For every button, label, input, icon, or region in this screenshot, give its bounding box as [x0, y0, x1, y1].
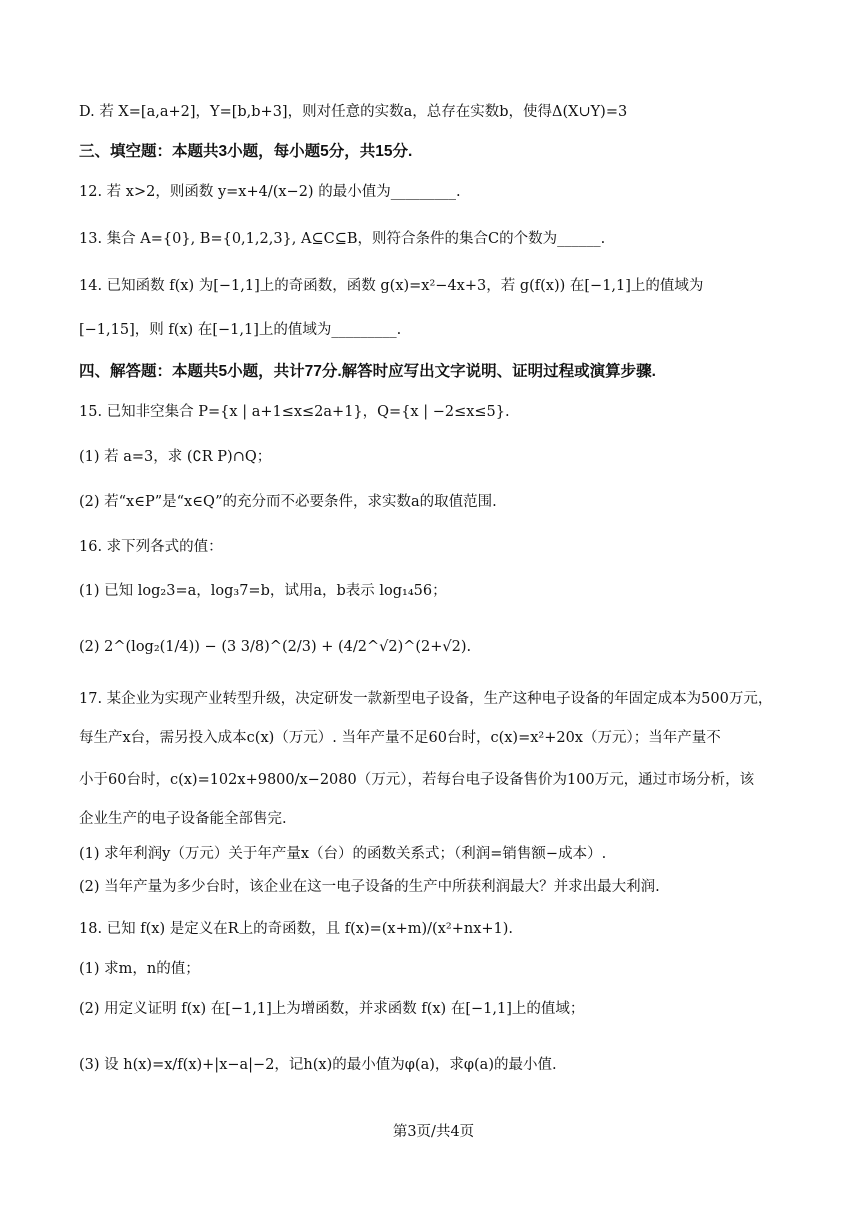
question-18-part-3: (3) 设 h(x)=x/f(x)+|x−a|−2，记h(x)的最小值为φ(a)，求φ(a)的最小值. [79, 1057, 557, 1073]
question-15-part-1: (1) 若 a=3，求 (∁R P)∩Q； [79, 449, 272, 465]
question-17-line-3: 小于60台时，c(x)=102x+9800/x−2080（万元），若每台电子设备售价为100万元，通过市场分析，该 [79, 772, 755, 788]
question-17-line-4: 企业生产的电子设备能全部售完. [79, 811, 287, 827]
question-12: 12. 若 x>2，则函数 y=x+4/(x−2) 的最小值为_________. [79, 184, 461, 200]
question-18-part-1: (1) 求m，n的值； [79, 961, 200, 977]
question-15-part-2: (2) 若“x∈P”是“x∈Q”的充分而不必要条件，求实数a的取值范围. [79, 494, 497, 510]
question-18-part-2: (2) 用定义证明 f(x) 在[−1,1]上为增函数，并求函数 f(x) 在[−1,1]上的值域； [79, 1001, 585, 1017]
question-17-part-2: (2) 当年产量为多少台时，该企业在这一电子设备的生产中所获利润最大？并求出最大利润. [79, 879, 660, 895]
question-16-part-1: (1) 已知 log₂3=a，log₃7=b，试用a，b表示 log₁₄56； [79, 583, 447, 599]
question-17-part-1: (1) 求年利润y（万元）关于年产量x（台）的函数关系式；（利润=销售额−成本）. [79, 846, 607, 862]
question-14: 14. 已知函数 f(x) 为[−1,1]上的奇函数，函数 g(x)=x²−4x+3，若 g(f(x)) 在[−1,1]上的值域为 [79, 278, 704, 294]
question-16-part-2: (2) 2^(log₂(1/4)) − (3 3/8)^(2/3) + (4/2^√2)^(2+√2). [79, 639, 472, 655]
section-answer-heading: 四、解答题：本题共5小题，共计77分.解答时应写出文字说明、证明过程或演算步骤. [79, 363, 656, 380]
question-16: 16. 求下列各式的值： [79, 539, 223, 555]
section-fill-in-heading: 三、填空题：本题共3小题，每小题5分，共15分. [79, 143, 413, 160]
question-15: 15. 已知非空集合 P={x | a+1≤x≤2a+1}，Q={x | −2≤x≤5}. [79, 404, 510, 420]
question-17: 17. 某企业为实现产业转型升级，决定研发一款新型电子设备，生产这种电子设备的年固定成本为500万元， [79, 691, 773, 707]
question-18: 18. 已知 f(x) 是定义在R上的奇函数，且 f(x)=(x+m)/(x²+nx+1). [79, 921, 514, 937]
page-footer: 第3页/共4页 [392, 1124, 475, 1140]
option-d: D. 若 X=[a,a+2]，Y=[b,b+3]，则对任意的实数a，总存在实数b，使得Δ(X∪Y)=3 [79, 104, 628, 120]
question-14-cont: [−1,15]，则 f(x) 在[−1,1]上的值域为_________. [79, 322, 402, 338]
question-13: 13. 集合 A={0}, B={0,1,2,3}, A⊆C⊆B，则符合条件的集合C的个数为______. [79, 231, 606, 247]
question-17-line-2: 每生产x台，需另投入成本c(x)（万元）. 当年产量不足60台时，c(x)=x²+20x（万元）；当年产量不 [79, 730, 721, 746]
